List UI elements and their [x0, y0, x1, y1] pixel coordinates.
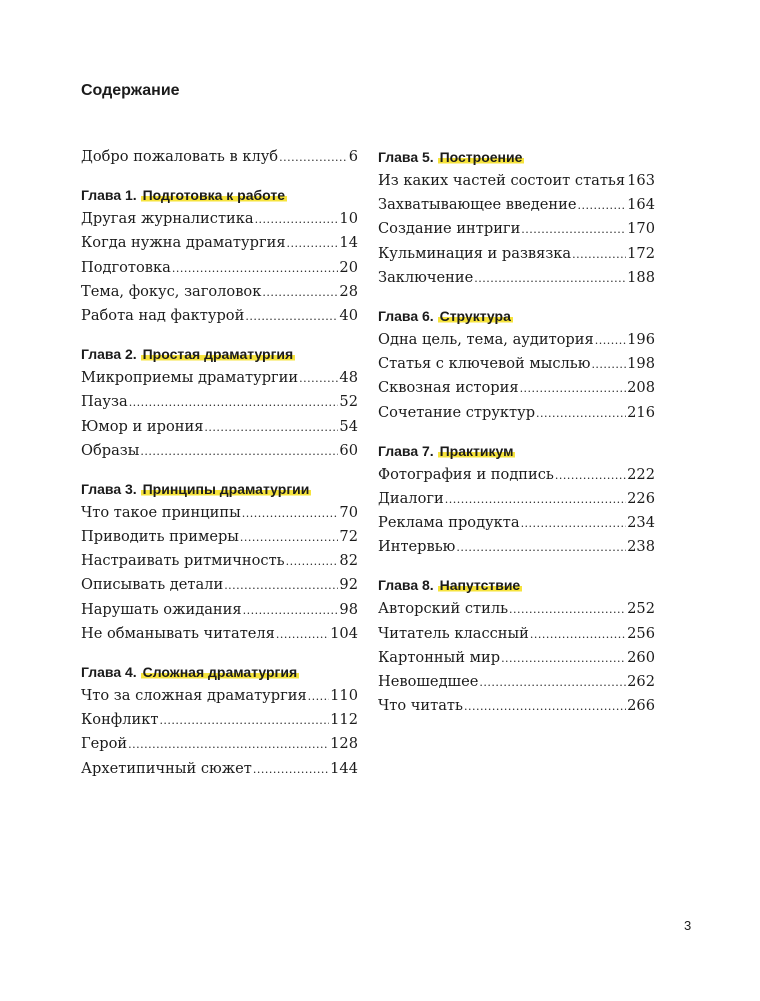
entry-label: Архетипичный сюжет — [81, 759, 252, 777]
entry-page: 234 — [627, 514, 655, 532]
dot-leader — [240, 526, 339, 550]
entry-page: 20 — [339, 258, 358, 276]
toc-entry[interactable] — [81, 415, 358, 439]
entry-page: 164 — [627, 196, 655, 214]
chapter-prefix: Глава 5. — [378, 149, 434, 165]
entry-label: Настраивать ритмичность — [81, 552, 285, 570]
entry-label: Конфликт — [81, 711, 159, 729]
dot-leader — [128, 733, 329, 757]
dot-leader — [286, 550, 339, 574]
entry-label: Что такое принципы — [81, 503, 241, 521]
chapter-prefix: Глава 8. — [378, 577, 434, 594]
dot-leader — [224, 574, 338, 598]
toc-entry[interactable] — [378, 169, 655, 193]
entry-page: 260 — [627, 648, 655, 666]
chapter-name: Построение — [439, 149, 523, 165]
entry-label: Другая журналистика — [81, 210, 254, 228]
entry-page: 92 — [339, 576, 358, 594]
entry-page: 128 — [330, 735, 358, 753]
dot-leader — [521, 218, 626, 242]
dot-leader — [445, 488, 626, 512]
chapter-name: Напутствие — [439, 577, 521, 594]
dot-leader — [287, 232, 339, 256]
chapter-group — [378, 145, 655, 290]
entry-page: 262 — [627, 673, 655, 690]
entry-label: Захватывающее введение — [378, 196, 577, 214]
dot-leader — [509, 598, 626, 622]
entry-label: Одна цель, тема, аудитория — [378, 330, 594, 348]
page-title: Содержание — [81, 82, 180, 99]
dot-leader — [591, 353, 626, 377]
entry-label: Не обманывать читателя — [81, 624, 275, 642]
toc-entry[interactable] — [81, 439, 358, 463]
toc-entry[interactable] — [378, 622, 655, 646]
dot-leader — [253, 758, 329, 782]
chapter-prefix: Глава 1. — [81, 187, 137, 204]
entry-page: 226 — [627, 489, 655, 507]
entry-label: Заключение — [378, 268, 474, 286]
entry-label: Читатель классный — [378, 624, 529, 642]
toc-left-column — [81, 145, 358, 781]
entry-page: 252 — [627, 600, 655, 618]
dot-leader — [595, 329, 626, 353]
chapter-name: Сложная драматургия — [142, 664, 298, 680]
dot-leader — [242, 502, 339, 526]
entry-page: 172 — [627, 244, 655, 262]
entry-page: 196 — [627, 330, 655, 348]
toc-entry[interactable] — [378, 646, 655, 670]
chapter-heading[interactable] — [378, 573, 655, 597]
chapter-group — [378, 304, 655, 425]
toc-entry[interactable] — [81, 549, 358, 573]
chapter-prefix: Глава 4. — [81, 664, 137, 680]
entry-label: Фотография и подпись — [378, 465, 554, 483]
entry-label: Интервью — [378, 538, 456, 556]
chapter-group — [81, 342, 358, 463]
toc-entry[interactable] — [378, 401, 655, 425]
dot-leader — [172, 257, 339, 281]
dot-leader — [456, 536, 626, 560]
chapter-name: Структура — [439, 307, 511, 324]
toc-entry[interactable] — [81, 207, 358, 231]
toc-entry[interactable] — [378, 193, 655, 217]
entry-page: 70 — [339, 503, 358, 521]
toc-entry[interactable] — [378, 376, 655, 400]
entry-page: 112 — [330, 711, 358, 729]
entry-page: 238 — [627, 538, 655, 556]
entry-page: 208 — [627, 379, 655, 397]
entry-label: Что за сложная драматургия — [81, 687, 307, 704]
toc-entry[interactable] — [81, 598, 358, 622]
toc-right-column — [378, 145, 655, 718]
toc-entry[interactable] — [81, 231, 358, 255]
entry-label: Статья с ключевой мыслью — [378, 355, 591, 373]
dot-leader — [520, 377, 627, 401]
dot-leader — [140, 440, 338, 464]
dot-leader — [536, 402, 626, 426]
toc-entry[interactable] — [81, 256, 358, 280]
toc-entry[interactable] — [378, 511, 655, 535]
dot-leader — [572, 243, 626, 267]
toc-entry[interactable] — [378, 487, 655, 511]
chapter-name: Практикум — [439, 442, 514, 459]
entry-label: Создание интриги — [378, 220, 521, 238]
entry-label: Нарушать ожидания — [81, 600, 242, 618]
entry-page: 110 — [330, 687, 358, 704]
toc-entry[interactable] — [378, 463, 655, 487]
chapter-prefix: Глава 6. — [378, 307, 434, 324]
chapter-prefix: Глава 2. — [81, 346, 137, 363]
chapter-heading[interactable] — [378, 439, 655, 463]
entry-label: Из каких частей состоит статья — [378, 172, 626, 189]
dot-leader — [276, 623, 329, 647]
entry-label: Реклама продукта — [378, 514, 520, 532]
toc-entry[interactable] — [81, 501, 358, 525]
dot-leader — [159, 709, 329, 733]
entry-label: Описывать детали — [81, 576, 224, 594]
dot-leader — [479, 671, 626, 695]
toc-entry[interactable] — [81, 622, 358, 646]
entry-label: Герой — [81, 735, 128, 753]
toc-entry[interactable] — [378, 352, 655, 376]
entry-page: 72 — [339, 528, 358, 546]
toc-entry[interactable] — [81, 708, 358, 732]
entry-page: 14 — [339, 234, 358, 252]
entry-page: 188 — [627, 268, 655, 286]
entry-label: Картонный мир — [378, 648, 501, 666]
chapter-name: Принципы драматургии — [142, 480, 310, 497]
entry-page: 98 — [339, 600, 358, 618]
toc-entry[interactable] — [378, 266, 655, 290]
chapter-heading[interactable] — [378, 304, 655, 328]
chapter-name: Подготовка к работе — [142, 187, 285, 204]
toc-entry-intro[interactable] — [81, 145, 358, 169]
entry-label: Работа над фактурой — [81, 306, 245, 324]
entry-page: 198 — [627, 355, 655, 373]
entry-label: Добро пожаловать в клуб — [81, 148, 279, 165]
entry-page: 216 — [627, 403, 655, 421]
entry-page: 144 — [330, 759, 358, 777]
dot-leader — [578, 194, 627, 218]
chapter-group — [81, 660, 358, 781]
toc-entry[interactable] — [81, 525, 358, 549]
dot-leader — [530, 623, 626, 647]
dot-leader — [555, 464, 626, 488]
toc-entry[interactable] — [81, 757, 358, 781]
dot-leader — [129, 391, 339, 415]
entry-page: 28 — [339, 282, 358, 300]
toc-entry[interactable] — [378, 328, 655, 352]
entry-label: Образы — [81, 441, 140, 459]
chapter-name: Простая драматургия — [142, 346, 294, 363]
entry-label: Невошедшее — [378, 673, 479, 690]
page-number: 3 — [684, 918, 692, 933]
chapter-heading[interactable] — [81, 342, 358, 366]
entry-label: Сочетание структур — [378, 403, 536, 421]
toc-entry[interactable] — [81, 304, 358, 328]
dot-leader — [501, 647, 626, 671]
toc-entry[interactable] — [81, 280, 358, 304]
entry-page: 104 — [330, 624, 358, 642]
entry-page: 40 — [339, 306, 358, 324]
dot-leader — [243, 599, 339, 623]
chapter-heading[interactable] — [81, 477, 358, 501]
entry-label: Пауза — [81, 393, 128, 411]
entry-label: Подготовка — [81, 258, 171, 276]
entry-page: 48 — [339, 369, 358, 387]
entry-page: 222 — [627, 465, 655, 483]
chapter-heading[interactable] — [81, 183, 358, 207]
chapter-group — [378, 573, 655, 718]
toc-entry[interactable] — [378, 694, 655, 718]
toc-entry[interactable] — [378, 242, 655, 266]
toc-entry[interactable] — [378, 597, 655, 621]
toc-entry[interactable] — [81, 684, 358, 708]
entry-page: 52 — [339, 393, 358, 411]
entry-label: Тема, фокус, заголовок — [81, 282, 262, 300]
entry-page: 54 — [339, 417, 358, 435]
chapter-heading[interactable] — [81, 660, 358, 684]
entry-label: Авторский стиль — [378, 600, 509, 618]
entry-page: 6 — [348, 148, 358, 165]
entry-page: 266 — [627, 697, 655, 715]
dot-leader — [255, 208, 339, 232]
dot-leader — [474, 267, 626, 291]
toc-entry[interactable] — [81, 573, 358, 597]
toc-entry[interactable] — [378, 217, 655, 241]
entry-label: Юмор и ирония — [81, 417, 204, 435]
chapter-heading[interactable] — [378, 145, 655, 169]
entry-label: Диалоги — [378, 489, 444, 507]
entry-label: Когда нужна драматургия — [81, 234, 286, 252]
toc-entry[interactable] — [81, 366, 358, 390]
chapter-group — [81, 183, 358, 328]
dot-leader — [299, 367, 338, 391]
entry-label: Что читать — [378, 697, 463, 715]
toc-entry[interactable] — [378, 670, 655, 694]
entry-page: 163 — [627, 172, 655, 189]
dot-leader — [521, 512, 627, 536]
entry-page: 256 — [627, 624, 655, 642]
entry-page: 82 — [339, 552, 358, 570]
chapter-prefix: Глава 7. — [378, 442, 434, 459]
entry-label: Приводить примеры — [81, 528, 239, 546]
dot-leader — [204, 416, 338, 440]
dot-leader — [262, 281, 338, 305]
toc-entry[interactable] — [81, 732, 358, 756]
toc-entry[interactable] — [81, 390, 358, 414]
entry-page: 10 — [339, 210, 358, 228]
chapter-group — [378, 439, 655, 560]
toc-entry[interactable] — [378, 535, 655, 559]
chapter-prefix: Глава 3. — [81, 480, 137, 497]
dot-leader — [279, 146, 348, 170]
dot-leader — [464, 695, 626, 719]
entry-label: Сквозная история — [378, 379, 519, 397]
chapter-group — [81, 477, 358, 646]
entry-page: 60 — [339, 441, 358, 459]
dot-leader — [308, 685, 329, 709]
entry-page: 170 — [627, 220, 655, 238]
entry-label: Кульминация и развязка — [378, 244, 572, 262]
entry-label: Микроприемы драматургии — [81, 369, 299, 387]
dot-leader — [245, 305, 338, 329]
